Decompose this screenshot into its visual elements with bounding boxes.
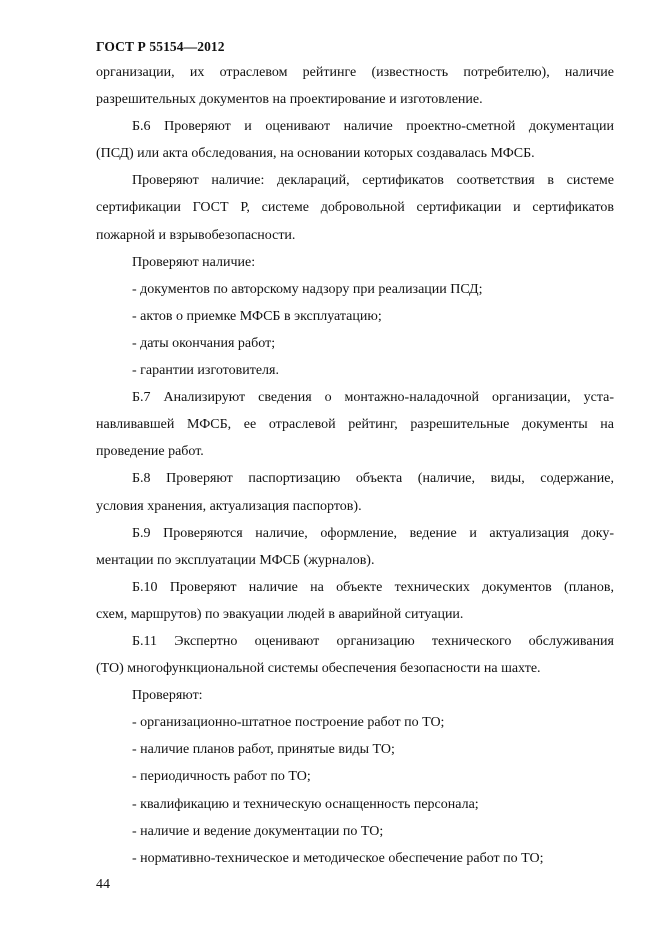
text-line: Б.11 Экспертно оценивают организацию технического обслуживания bbox=[132, 633, 614, 649]
text-line: разрешительных документов на проектирование и изготовление. bbox=[96, 92, 483, 108]
text-line: - организационно-штатное построение работ по ТО; bbox=[132, 715, 445, 731]
text-line: - документов по авторскому надзору при реализации ПСД; bbox=[132, 281, 483, 297]
text-line: проведение работ. bbox=[96, 444, 204, 460]
standard-header: ГОСТ Р 55154—2012 bbox=[96, 39, 225, 54]
text-line: Б.7 Анализируют сведения о монтажно-наладочной организации, уста- bbox=[132, 390, 614, 406]
text-line: ментации по эксплуатации МФСБ (журналов). bbox=[96, 552, 375, 568]
text-line: Б.6 Проверяют и оценивают наличие проектно-сметной документации bbox=[132, 119, 614, 135]
text-line: - даты окончания работ; bbox=[132, 335, 276, 351]
text-line: - наличие планов работ, принятые виды ТО; bbox=[132, 742, 395, 758]
text-line: Проверяют: bbox=[132, 688, 203, 704]
text-line: - актов о приемке МФСБ в эксплуатацию; bbox=[132, 308, 382, 324]
text-line: - гарантии изготовителя. bbox=[132, 363, 279, 379]
text-line: схем, маршрутов) по эвакуации людей в аварийной ситуации. bbox=[96, 606, 464, 622]
text-line: - периодичность работ по ТО; bbox=[132, 769, 311, 785]
text-line: - наличие и ведение документации по ТО; bbox=[132, 823, 384, 839]
text-line: - квалификацию и техническую оснащенность персонала; bbox=[132, 796, 479, 812]
text-line: Проверяют наличие: bbox=[132, 254, 256, 270]
text-line: - нормативно-техническое и методическое обеспечение работ по ТО; bbox=[132, 850, 544, 866]
text-line: Б.8 Проверяют паспортизацию объекта (наличие, виды, содержание, bbox=[132, 471, 614, 487]
text-line: Проверяют наличие: деклараций, сертификатов соответствия в системе bbox=[132, 173, 614, 189]
text-line: (ПСД) или акта обследования, на основании которых создавалась МФСБ. bbox=[96, 146, 535, 162]
text-line: условия хранения, актуализация паспортов). bbox=[96, 498, 362, 514]
text-line: пожарной и взрывобезопасности. bbox=[96, 227, 296, 243]
text-line: навливавшей МФСБ, ее отраслевой рейтинг, разрешительные документы на bbox=[96, 417, 614, 433]
text-line: организации, их отраслевом рейтинге (известность потребителю), наличие bbox=[96, 65, 614, 80]
page-number: 44 bbox=[96, 877, 110, 892]
text-line: сертификации ГОСТ Р, системе добровольной сертификации и сертификатов bbox=[96, 200, 614, 216]
text-line: (ТО) многофункциональной системы обеспечения безопасности на шахте. bbox=[96, 661, 541, 677]
text-line: Б.10 Проверяют наличие на объекте технических документов (планов, bbox=[132, 579, 614, 595]
document-body bbox=[96, 59, 614, 872]
text-line: Б.9 Проверяются наличие, оформление, ведение и актуализация доку- bbox=[132, 525, 614, 541]
